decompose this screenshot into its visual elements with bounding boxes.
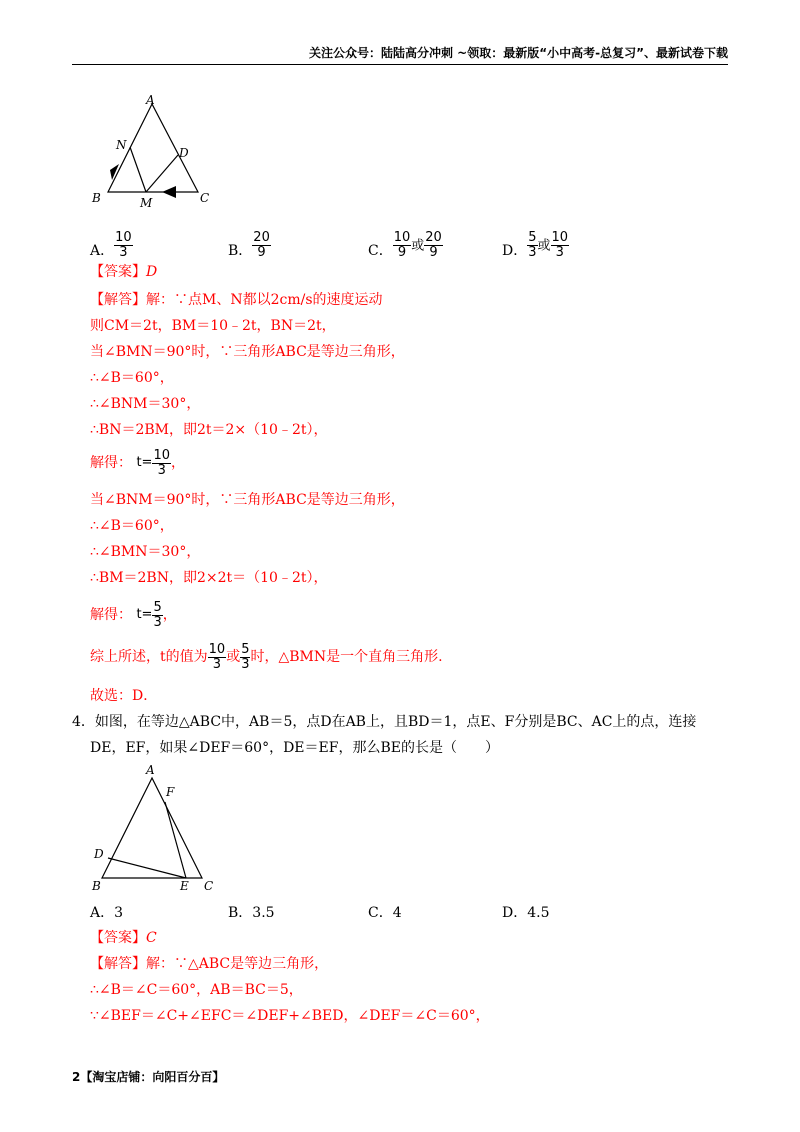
option-b [228, 220, 271, 260]
fraction-numerator: 10 [115, 230, 132, 245]
fraction-denominator: 3 [528, 245, 537, 260]
solve-prefix: 解得： [90, 607, 132, 623]
solution-line-3: 当∠BMN＝90°时，∵三角形ABC是等边三角形， [90, 344, 405, 360]
fraction-numerator: 10 [393, 230, 411, 245]
label-a: A [146, 93, 155, 107]
fraction-numerator: 10 [208, 641, 226, 657]
question-4-stem-2: DE，EF，如果∠DEF＝60°，DE＝EF，那么BE的长是（ ） [90, 740, 499, 756]
fraction-numerator: 10 [153, 447, 170, 463]
fraction-denominator: 3 [212, 656, 222, 672]
question-4-stem-1: 4．如图，在等边△ABC中，AB＝5，点D在AB上，且BD＝1，点E、F分别是BC、AC上的点，连接 [72, 714, 697, 730]
label-c: C [200, 191, 210, 205]
segment-md [146, 155, 178, 192]
q4-option-a: A．3 [90, 905, 124, 921]
label-m: M [140, 196, 153, 210]
triangle-abc [102, 778, 202, 878]
summary-or: 或 [226, 649, 241, 665]
solve-line-1 [90, 446, 185, 480]
summary-prefix: 综上所述，t的值为 [90, 649, 208, 665]
solve-fraction [152, 449, 171, 478]
solve-prefix: 解得： [90, 455, 132, 471]
segment-de [108, 858, 186, 878]
option-c-fraction-2 [424, 231, 443, 260]
solution-line-4: ∴∠B＝60°， [90, 370, 174, 386]
triangle-figure-2 [88, 760, 228, 892]
solution-line-1 [90, 290, 383, 310]
fraction-numerator: 5 [153, 599, 162, 615]
page-footer: 2【淘宝店铺：向阳百分百】 [72, 1070, 225, 1084]
solve-suffix: ， [162, 607, 177, 623]
label-n: N [116, 138, 127, 152]
option-b-fraction [252, 231, 271, 260]
option-d [502, 220, 569, 260]
answer-label: 【答案】 [90, 264, 146, 280]
fraction-numerator: 10 [551, 230, 569, 245]
option-d-fraction-2 [551, 231, 570, 260]
label-d: D [94, 847, 104, 861]
fraction-denominator: 3 [555, 245, 564, 260]
option-c-or: 或 [411, 238, 425, 254]
solution-label: 【解答】 [90, 292, 146, 308]
label-c: C [204, 879, 214, 892]
fraction-numerator: 5 [241, 641, 250, 657]
triangle-figure-1 [86, 92, 216, 210]
label-e: E [180, 879, 189, 892]
label-b: B [92, 191, 101, 205]
solve-fraction [152, 601, 162, 630]
solution-line-7: 当∠BNM＝90°时，∵三角形ABC是等边三角形， [90, 492, 405, 508]
option-a-fraction [114, 231, 133, 260]
answer-line-q3 [90, 262, 157, 282]
solution-line-9: ∴∠BMN＝30°， [90, 544, 201, 560]
option-a-label: A． [90, 243, 115, 259]
fraction-numerator: 5 [528, 230, 537, 245]
solution-line-2: 则CM＝2t，BM＝10﹣2t，BN＝2t， [90, 318, 336, 334]
summary-fraction-1 [208, 643, 227, 672]
solution-line-10: ∴BM＝2BN，即2×2t＝（10﹣2t）， [90, 570, 328, 586]
summary-fraction-2 [240, 643, 250, 672]
q4-solution-line-1 [90, 954, 328, 974]
solution-line-8: ∴∠B＝60°， [90, 518, 174, 534]
solution-label: 【解答】 [90, 956, 146, 972]
q4-option-d: D．4.5 [502, 905, 550, 921]
option-c [368, 220, 443, 260]
q4-solution-line-2: ∴∠B＝∠C＝60°，AB＝BC＝5， [90, 982, 303, 998]
q4-option-c: C．4 [368, 905, 402, 921]
fraction-denominator: 9 [397, 245, 407, 260]
arrow-cm-icon [162, 186, 176, 198]
summary-suffix: 时，△BMN是一个直角三角形. [250, 649, 443, 665]
answer-label: 【答案】 [90, 930, 146, 946]
option-a [90, 220, 133, 260]
fraction-numerator: 20 [253, 230, 270, 245]
fraction-denominator: 3 [119, 245, 128, 260]
solution-line-5: ∴∠BNM＝30°， [90, 396, 201, 412]
option-d-fraction-1 [527, 231, 537, 260]
segment-nm [130, 147, 146, 192]
fraction-numerator: 20 [425, 230, 442, 245]
solve-suffix: ， [171, 455, 185, 471]
solution-line-6: ∴BN＝2BM，即2t＝2×（10﹣2t）， [90, 422, 328, 438]
solve-variable: t= [136, 607, 153, 622]
fraction-denominator: 9 [257, 245, 266, 260]
choose-line-q3: 故选：D． [90, 688, 158, 704]
page-header: 关注公众号：陆陆高分冲刺 ~领取：最新版“小中高考-总复习”、最新试卷下载 [72, 44, 728, 65]
answer-value: D [146, 264, 158, 280]
option-c-label: C． [368, 243, 393, 259]
fraction-denominator: 3 [157, 462, 166, 478]
solve-variable: t= [136, 455, 153, 470]
label-b: B [92, 879, 101, 892]
option-c-fraction-1 [393, 231, 412, 260]
solve-line-2 [90, 598, 177, 632]
solution-text: 解：∵点M、N都以2cm/s的速度运动 [146, 292, 383, 308]
label-a: A [146, 763, 155, 777]
summary-line [90, 640, 443, 674]
answer-value: C [146, 930, 157, 946]
q4-option-b: B．3.5 [228, 905, 275, 921]
fraction-denominator: 3 [153, 614, 162, 630]
answer-line-q4 [90, 928, 157, 948]
label-d: D [179, 146, 189, 160]
option-d-label: D． [502, 243, 528, 259]
option-b-label: B． [228, 243, 253, 259]
q4-solution-line-3: ∵∠BEF＝∠C+∠EFC＝∠DEF+∠BED，∠DEF＝∠C＝60°， [90, 1008, 490, 1024]
solution-text: 解：∵△ABC是等边三角形， [146, 956, 329, 972]
fraction-denominator: 3 [241, 656, 250, 672]
label-f: F [166, 785, 175, 799]
option-d-or: 或 [537, 238, 551, 254]
fraction-denominator: 9 [429, 245, 438, 260]
